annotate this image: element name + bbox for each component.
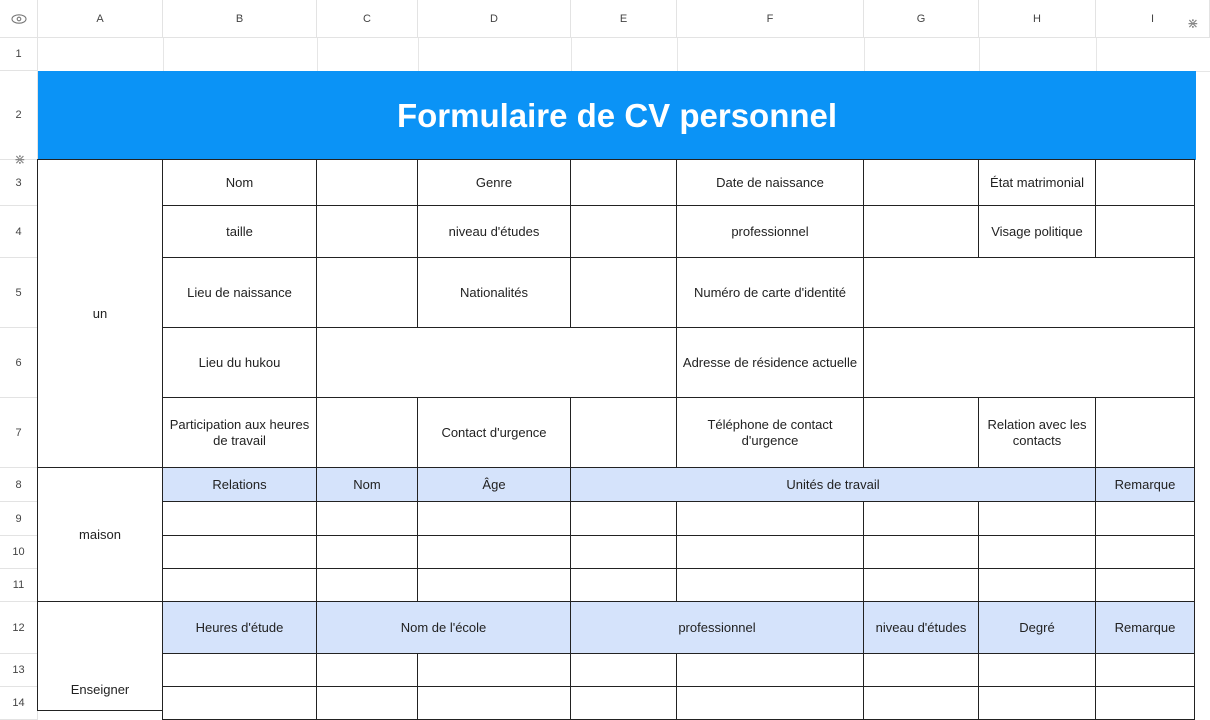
row-header-7[interactable]: 7 [0, 398, 38, 468]
label-id-number[interactable]: Numéro de carte d'identité [676, 257, 864, 328]
form-title[interactable]: Formulaire de CV personnel [38, 71, 1196, 160]
table-cell[interactable] [978, 686, 1096, 720]
label-hukou[interactable]: Lieu du hukou [162, 327, 317, 398]
table-cell[interactable] [417, 653, 571, 687]
label-emergency-phone[interactable]: Téléphone de contact d'urgence [676, 397, 864, 468]
gridline [317, 38, 318, 71]
table-cell[interactable] [1095, 535, 1195, 569]
table-cell[interactable] [863, 501, 979, 536]
table-cell[interactable] [570, 501, 677, 536]
table-cell[interactable] [978, 568, 1096, 602]
section-label-education-text: Enseigner [70, 682, 130, 697]
section-label-personal[interactable]: un [37, 159, 163, 468]
education-header-period[interactable]: Heures d'étude [162, 601, 317, 654]
input-birth-date[interactable] [863, 159, 979, 206]
gridline [163, 38, 164, 71]
table-cell[interactable] [162, 535, 317, 569]
family-header-name[interactable]: Nom [316, 467, 418, 502]
table-cell[interactable] [863, 568, 979, 602]
gridline [1096, 38, 1097, 71]
table-cell[interactable] [570, 568, 677, 602]
input-political-status[interactable] [1095, 205, 1195, 258]
input-profession[interactable] [863, 205, 979, 258]
input-current-address[interactable] [863, 327, 1195, 398]
label-gender[interactable]: Genre [417, 159, 571, 206]
row-header-4[interactable]: 4 [0, 206, 38, 258]
table-cell[interactable] [316, 535, 418, 569]
row-header-11[interactable]: 11 [0, 569, 38, 602]
input-emergency-contact[interactable] [570, 397, 677, 468]
education-header-major[interactable]: professionnel [570, 601, 864, 654]
input-hukou[interactable] [316, 327, 677, 398]
table-cell[interactable] [417, 568, 571, 602]
row-header-13[interactable]: 13 [0, 654, 38, 687]
table-cell[interactable] [978, 535, 1096, 569]
education-header-remark[interactable]: Remarque [1095, 601, 1195, 654]
label-birthplace[interactable]: Lieu de naissance [162, 257, 317, 328]
table-cell[interactable] [316, 653, 418, 687]
table-cell[interactable] [1095, 501, 1195, 536]
table-cell[interactable] [1095, 686, 1195, 720]
table-cell[interactable] [863, 686, 979, 720]
family-header-age[interactable]: Âge [417, 467, 571, 502]
section-label-education[interactable] [37, 601, 163, 711]
table-cell[interactable] [162, 686, 317, 720]
column-header-f[interactable]: F [677, 0, 864, 38]
input-height[interactable] [316, 205, 418, 258]
family-header-remark[interactable]: Remarque [1095, 467, 1195, 502]
row-header-10[interactable]: 10 [0, 536, 38, 569]
column-header-a[interactable]: A [38, 0, 163, 38]
table-cell[interactable] [676, 653, 864, 687]
input-contact-relation[interactable] [1095, 397, 1195, 468]
gridline [979, 38, 980, 71]
freeze-row-handle-icon[interactable]: ⋇ [14, 151, 26, 167]
table-cell[interactable] [162, 568, 317, 602]
education-header-degree[interactable]: Degré [978, 601, 1096, 654]
row-header-12[interactable]: 12 [0, 602, 38, 654]
table-cell[interactable] [417, 501, 571, 536]
table-cell[interactable] [676, 501, 864, 536]
table-cell[interactable] [316, 686, 418, 720]
select-all-corner[interactable] [0, 0, 38, 38]
table-cell[interactable] [570, 653, 677, 687]
table-cell[interactable] [978, 653, 1096, 687]
column-header-i[interactable]: I [1096, 0, 1210, 38]
row-header-9[interactable]: 9 [0, 502, 38, 536]
input-nationality[interactable] [570, 257, 677, 328]
row-header-2[interactable]: 2 [0, 71, 38, 160]
gridline [418, 38, 419, 71]
label-work-start[interactable]: Participation aux heures de travail [162, 397, 317, 468]
column-header-h[interactable]: H [979, 0, 1096, 38]
input-emergency-phone[interactable] [863, 397, 979, 468]
label-political-status[interactable]: Visage politique [978, 205, 1096, 258]
column-header-c[interactable]: C [317, 0, 418, 38]
table-cell[interactable] [162, 501, 317, 536]
family-header-relation[interactable]: Relations [162, 467, 317, 502]
freeze-column-handle-icon[interactable]: ⋇ [1187, 15, 1199, 31]
gridline [677, 38, 678, 71]
label-profession[interactable]: professionnel [676, 205, 864, 258]
label-birth-date[interactable]: Date de naissance [676, 159, 864, 206]
input-birthplace[interactable] [316, 257, 418, 328]
table-cell[interactable] [316, 568, 418, 602]
family-header-work-unit[interactable]: Unités de travail [570, 467, 1096, 502]
row-header-8[interactable]: 8 [0, 468, 38, 502]
column-header-b[interactable]: B [163, 0, 317, 38]
label-education-level[interactable]: niveau d'études [417, 205, 571, 258]
label-nationality[interactable]: Nationalités [417, 257, 571, 328]
table-cell[interactable] [676, 568, 864, 602]
table-cell[interactable] [417, 535, 571, 569]
row-header-5[interactable]: 5 [0, 258, 38, 328]
table-cell[interactable] [162, 653, 317, 687]
label-name[interactable]: Nom [162, 159, 317, 206]
table-cell[interactable] [417, 686, 571, 720]
section-label-family[interactable]: maison [37, 467, 163, 602]
education-header-school[interactable]: Nom de l'école [316, 601, 571, 654]
row-header-14[interactable]: 14 [0, 687, 38, 720]
gridline [571, 38, 572, 71]
table-cell[interactable] [863, 653, 979, 687]
label-marital-status[interactable]: État matrimonial [978, 159, 1096, 206]
input-education-level[interactable] [570, 205, 677, 258]
label-height[interactable]: taille [162, 205, 317, 258]
row-header-6[interactable]: 6 [0, 328, 38, 398]
label-current-address[interactable]: Adresse de résidence actuelle [676, 327, 864, 398]
table-cell[interactable] [676, 686, 864, 720]
label-contact-relation[interactable]: Relation avec les contacts [978, 397, 1096, 468]
table-cell[interactable] [570, 535, 677, 569]
table-cell[interactable] [570, 686, 677, 720]
row-header-1[interactable]: 1 [0, 38, 38, 71]
table-cell[interactable] [978, 501, 1096, 536]
eye-icon[interactable] [11, 14, 27, 24]
column-header-d[interactable]: D [418, 0, 571, 38]
input-gender[interactable] [570, 159, 677, 206]
input-marital-status[interactable] [1095, 159, 1195, 206]
gridline [864, 38, 865, 71]
column-header-g[interactable]: G [864, 0, 979, 38]
input-work-start[interactable] [316, 397, 418, 468]
table-cell[interactable] [316, 501, 418, 536]
education-header-level[interactable]: niveau d'études [863, 601, 979, 654]
table-cell[interactable] [863, 535, 979, 569]
input-id-number[interactable] [863, 257, 1195, 328]
input-name[interactable] [316, 159, 418, 206]
table-cell[interactable] [1095, 653, 1195, 687]
label-emergency-contact[interactable]: Contact d'urgence [417, 397, 571, 468]
table-cell[interactable] [1095, 568, 1195, 602]
table-cell[interactable] [676, 535, 864, 569]
row-header-3[interactable]: 3 [0, 160, 38, 206]
column-header-e[interactable]: E [571, 0, 677, 38]
